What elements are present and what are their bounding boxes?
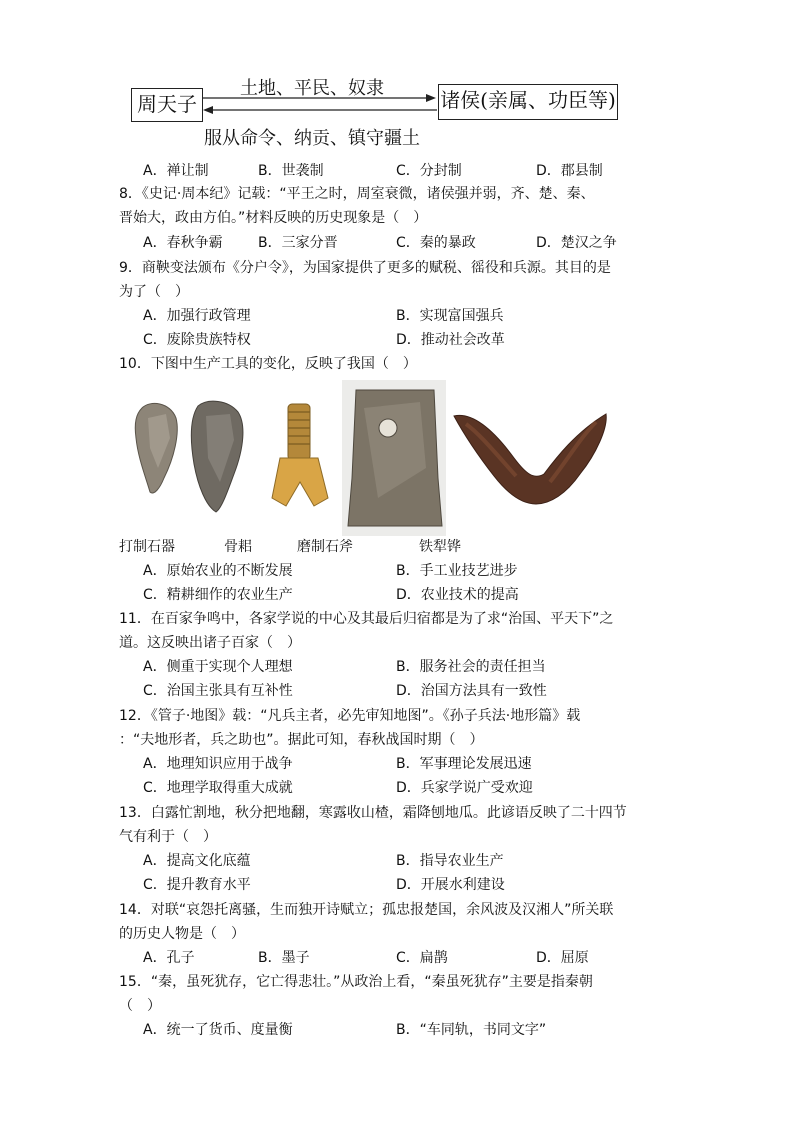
q9-stem-line2: 为了（ ） [119, 284, 189, 300]
q13-stem-line2: 气有利于（ ） [119, 829, 217, 845]
q11-option-a[interactable]: A．侧重于实现个人理想 [143, 659, 293, 675]
q13-option-c[interactable]: C．提升教育水平 [143, 877, 251, 893]
q14-option-a[interactable]: A．孔子 [143, 950, 195, 966]
q7-option-c[interactable]: C．分封制 [396, 163, 462, 179]
q15-option-a[interactable]: A．统一了货币、度量衡 [143, 1022, 293, 1038]
q8-option-b[interactable]: B．三家分晋 [258, 235, 338, 251]
q14-stem-line2: 的历史人物是（ ） [119, 926, 245, 942]
diagram-top-label: 土地、平民、奴隶 [240, 78, 384, 99]
q12-stem-line1: 12．《管子·地图》载：“凡兵主者，必先审知地图”。《孙子兵法·地形篇》载 [119, 708, 581, 724]
caption-iron-plowshare: 铁犁铧 [419, 539, 461, 555]
q8-option-c[interactable]: C．秦的暴政 [396, 235, 476, 251]
polished-stone-axe-hole [379, 419, 397, 437]
right-arrow-head [426, 94, 436, 102]
left-arrow-head [203, 106, 213, 114]
q14-option-c[interactable]: C．扁鹊 [396, 950, 448, 966]
q12-option-d[interactable]: D．兵家学说广受欢迎 [396, 780, 533, 796]
q7-option-a[interactable]: A．禅让制 [143, 163, 209, 179]
caption-polished-axe: 磨制石斧 [297, 539, 353, 555]
diagram-right-box: 诸侯(亲属、功臣等) [438, 84, 618, 120]
q8-stem-line2: 晋始大，政由方伯。”材料反映的历史现象是（ ） [119, 210, 428, 226]
tools-illustration [120, 378, 620, 538]
iron-plowshare [454, 414, 606, 504]
q11-option-c[interactable]: C．治国主张具有互补性 [143, 683, 293, 699]
q9-option-c[interactable]: C．废除贵族特权 [143, 332, 251, 348]
q15-stem-line1: 15．“秦，虽死犹存，它亡得悲壮。”从政治上看，“秦虽死犹存”主要是指秦朝 [119, 974, 593, 990]
diagram-bottom-label: 服从命令、纳贡、镇守疆土 [204, 128, 420, 149]
q7-option-d[interactable]: D．郡县制 [536, 163, 603, 179]
q10-option-a[interactable]: A．原始农业的不断发展 [143, 563, 293, 579]
q9-option-b[interactable]: B．实现富国强兵 [396, 308, 504, 324]
bone-spade-blade [272, 458, 328, 506]
q8-stem-line1: 8．《史记·周本纪》记载：“平王之时，周室衰微，诸侯强并弱，齐、楚、秦、 [119, 186, 595, 202]
caption-chipped-stone: 打制石器 [119, 539, 175, 555]
q15-stem-line2: （ ） [119, 998, 161, 1014]
q15-option-b[interactable]: B．“车同轨，书同文字” [396, 1022, 547, 1038]
q12-option-b[interactable]: B．军事理论发展迅速 [396, 756, 532, 772]
diagram-left-box: 周天子 [131, 88, 203, 122]
q13-option-b[interactable]: B．指导农业生产 [396, 853, 504, 869]
q7-option-b[interactable]: B．世袭制 [258, 163, 324, 179]
q13-option-a[interactable]: A．提高文化底蕴 [143, 853, 251, 869]
q9-stem-line1: 9．商鞅变法颁布《分户令》，为国家提供了更多的赋税、徭役和兵源。其目的是 [119, 260, 611, 276]
q10-stem-line1: 10．下图中生产工具的变化，反映了我国（ ） [119, 356, 417, 372]
q9-option-d[interactable]: D．推动社会改革 [396, 332, 505, 348]
q10-option-d[interactable]: D．农业技术的提高 [396, 587, 519, 603]
q12-option-c[interactable]: C．地理学取得重大成就 [143, 780, 293, 796]
q13-option-d[interactable]: D．开展水利建设 [396, 877, 505, 893]
caption-bone-spade: 骨耜 [224, 539, 252, 555]
q12-option-a[interactable]: A．地理知识应用于战争 [143, 756, 293, 772]
q9-option-a[interactable]: A．加强行政管理 [143, 308, 251, 324]
q14-option-d[interactable]: D．屈原 [536, 950, 589, 966]
q14-option-b[interactable]: B．墨子 [258, 950, 310, 966]
q12-stem-line2: ：“夫地形者，兵之助也”。据此可知，春秋战国时期（ ） [119, 732, 484, 748]
q8-option-a[interactable]: A．春秋争霸 [143, 235, 223, 251]
q14-stem-line1: 14．对联“哀怨托离骚，生而独开诗赋立；孤忠报楚国，余风波及汉湘人”所关联 [119, 902, 614, 918]
q8-option-d[interactable]: D．楚汉之争 [536, 235, 617, 251]
q10-option-b[interactable]: B．手工业技艺进步 [396, 563, 518, 579]
q10-option-c[interactable]: C．精耕细作的农业生产 [143, 587, 293, 603]
diagram-arrows [0, 0, 793, 160]
q11-stem-line1: 11．在百家争鸣中，各家学说的中心及其最后归宿都是为了求“治国、平天下”之 [119, 611, 614, 627]
q13-stem-line1: 13．白露忙割地，秋分把地翻，寒露收山楂，霜降刨地瓜。此谚语反映了二十四节 [119, 805, 627, 821]
q11-option-b[interactable]: B．服务社会的责任担当 [396, 659, 546, 675]
q11-stem-line2: 道。这反映出诸子百家（ ） [119, 635, 301, 651]
q11-option-d[interactable]: D．治国方法具有一致性 [396, 683, 547, 699]
